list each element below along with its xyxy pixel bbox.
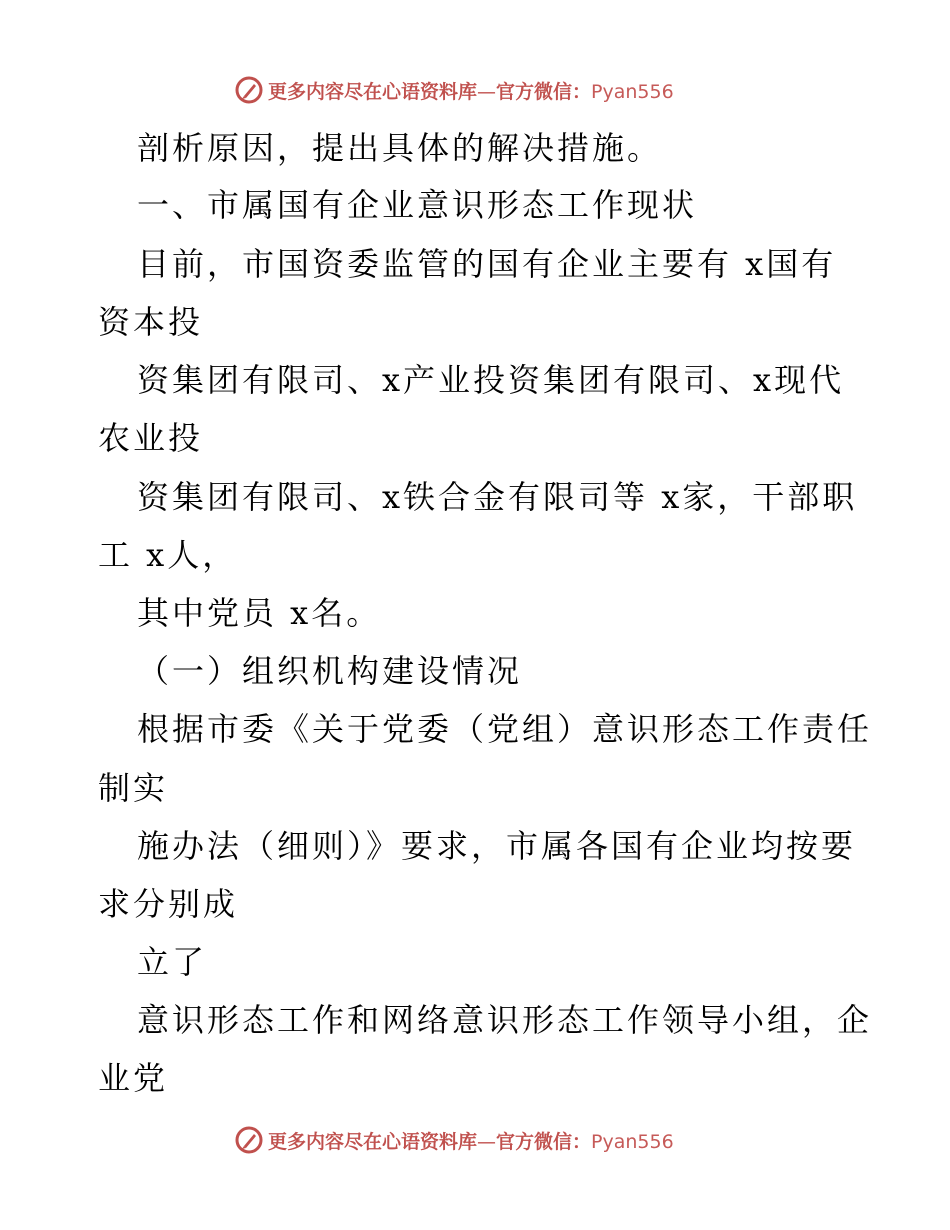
banner-wechat-label: 官方微信：: [496, 1130, 592, 1153]
footer-banner: [234, 1123, 674, 1157]
banner-wechat-id: Pyan556: [591, 1130, 674, 1153]
banner-text: [268, 77, 674, 104]
header-banner: [234, 73, 674, 107]
text-line: 制实: [98, 769, 169, 807]
banner-wechat-id: Pyan556: [591, 80, 674, 103]
banner-site-name: 更多内容尽在心语资料库: [268, 80, 478, 103]
text-line: 立了: [137, 943, 208, 981]
text-line: 农业投: [98, 419, 204, 457]
text-line: 意识形态工作和网络意识形态工作领导小组，企: [137, 1001, 873, 1039]
text-line: 资集团有限司、x铁合金有限司等 x家，干部职: [137, 478, 858, 516]
text-line: 工 x人，: [98, 536, 238, 574]
banner-text: [268, 1127, 674, 1154]
text-line: 剖析原因，提出具体的解决措施。: [137, 129, 663, 167]
pen-nib-circle-icon: [234, 75, 264, 105]
section-heading: 一、市属国有企业意识形态工作现状: [137, 186, 698, 224]
banner-separator: —: [477, 80, 497, 103]
text-line: 其中党员 x名。: [137, 594, 382, 632]
text-line: 施办法（细则）》要求，市属各国有企业均按要: [137, 827, 857, 865]
banner-separator: —: [477, 1130, 497, 1153]
text-line: 根据市委《关于党委（党组）意识形态工作责任: [137, 710, 873, 748]
banner-site-name: 更多内容尽在心语资料库: [268, 1130, 478, 1153]
text-line: 求分别成: [98, 885, 239, 923]
text-line: 资本投: [98, 303, 204, 341]
subsection-heading: （一）组织机构建设情况: [137, 652, 523, 690]
text-line: 资集团有限司、x产业投资集团有限司、x现代: [137, 361, 845, 399]
banner-wechat-label: 官方微信：: [496, 80, 592, 103]
text-line: 目前，市国资委监管的国有企业主要有 x国有: [137, 245, 837, 283]
text-line: 业党: [98, 1059, 169, 1097]
pen-nib-circle-icon: [234, 1125, 264, 1155]
